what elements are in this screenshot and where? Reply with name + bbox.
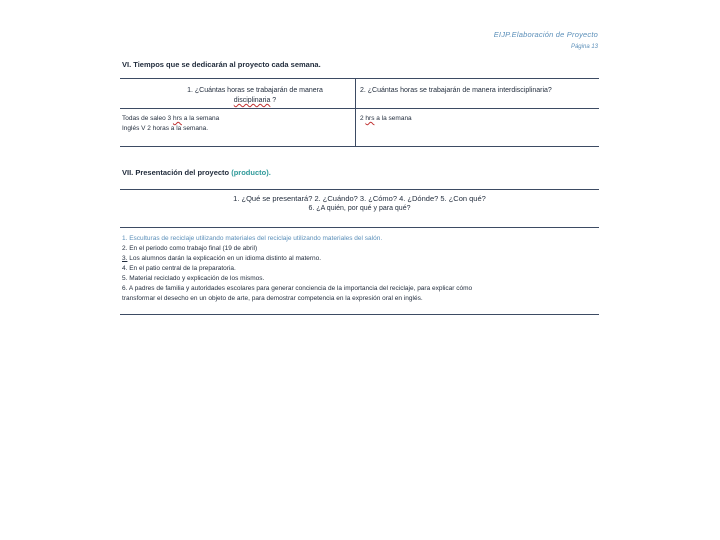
- table1-bottom-border: [120, 146, 599, 147]
- list-item: 6. A padres de familia y autoridades escolares para generar conciencia de la importancia del reciclaje, para explicar cómo: [122, 285, 473, 292]
- q1-text: 1. ¿Cuántas horas se trabajarán de manera: [187, 87, 323, 94]
- table2-top-border: [120, 189, 599, 190]
- table1-column-divider: [355, 78, 356, 146]
- list-item: [122, 254, 600, 264]
- presentation-questions-line2: 6. ¿A quién, por qué y para qué?: [308, 205, 411, 212]
- a1-pre: Todas de saleo 3: [122, 115, 173, 122]
- header-page-number: Página 13: [570, 44, 598, 50]
- a2-pre: 2: [360, 115, 366, 122]
- a2-post: a la semana: [374, 115, 412, 122]
- table1-top-border: [120, 78, 599, 79]
- answer-interdisciplinary-hours: [360, 114, 412, 124]
- section-6-title: VI. Tiempos que se dedicarán al proyecto cada semana.: [122, 60, 321, 69]
- list-item: 2. En el periodo como trabajo final (19 de abril): [122, 245, 258, 252]
- answer-disciplinary-hours: [122, 114, 219, 134]
- section-7-title-accent: (producto).: [231, 168, 271, 177]
- a2-hrs: hrs: [365, 115, 375, 122]
- table2-mid-border: [120, 227, 599, 228]
- list-item-text: Los alumnos darán la explicación en un idioma distinto al materno.: [127, 255, 322, 262]
- a1-line2: Inglés V 2 horas a la semana.: [122, 125, 208, 132]
- q1-tail: ?: [270, 97, 277, 104]
- a1-hrs: hrs: [172, 115, 182, 122]
- presentation-questions-line1: 1. ¿Qué se presentará? 2. ¿Cuándo? 3. ¿Cómo? 4. ¿Dónde? 5. ¿Con qué?: [233, 194, 486, 203]
- question-disciplinary-hours: [160, 86, 350, 106]
- table1-mid-border: [120, 108, 599, 109]
- section-7-title-main: VII. Presentación del proyecto: [122, 168, 232, 177]
- a1-post: a la semana: [181, 115, 220, 122]
- header-title: EIJP.Elaboración de Proyecto: [493, 30, 598, 39]
- presentation-answers: [122, 234, 600, 304]
- question-interdisciplinary-hours: 2. ¿Cuántas horas se trabajarán de manera interdisciplinaria?: [360, 87, 552, 94]
- section-7-title: [122, 168, 271, 177]
- list-item: 4. En el patio central de la preparatoria.: [122, 265, 236, 272]
- table2-bottom-border: [120, 314, 599, 315]
- q1-keyword: disciplinaria: [233, 97, 271, 104]
- list-item-number: 3.: [122, 255, 128, 262]
- list-item: 5. Material reciclado y explicación de los mismos.: [122, 275, 265, 282]
- list-item: transformar el desecho en un objeto de arte, para demostrar competencia en la expresión oral en inglés.: [122, 295, 423, 302]
- list-item: 1. Esculturas de reciclaje utilizando materiales del reciclaje utilizando materiales del salón.: [122, 235, 383, 242]
- presentation-questions: [120, 194, 599, 214]
